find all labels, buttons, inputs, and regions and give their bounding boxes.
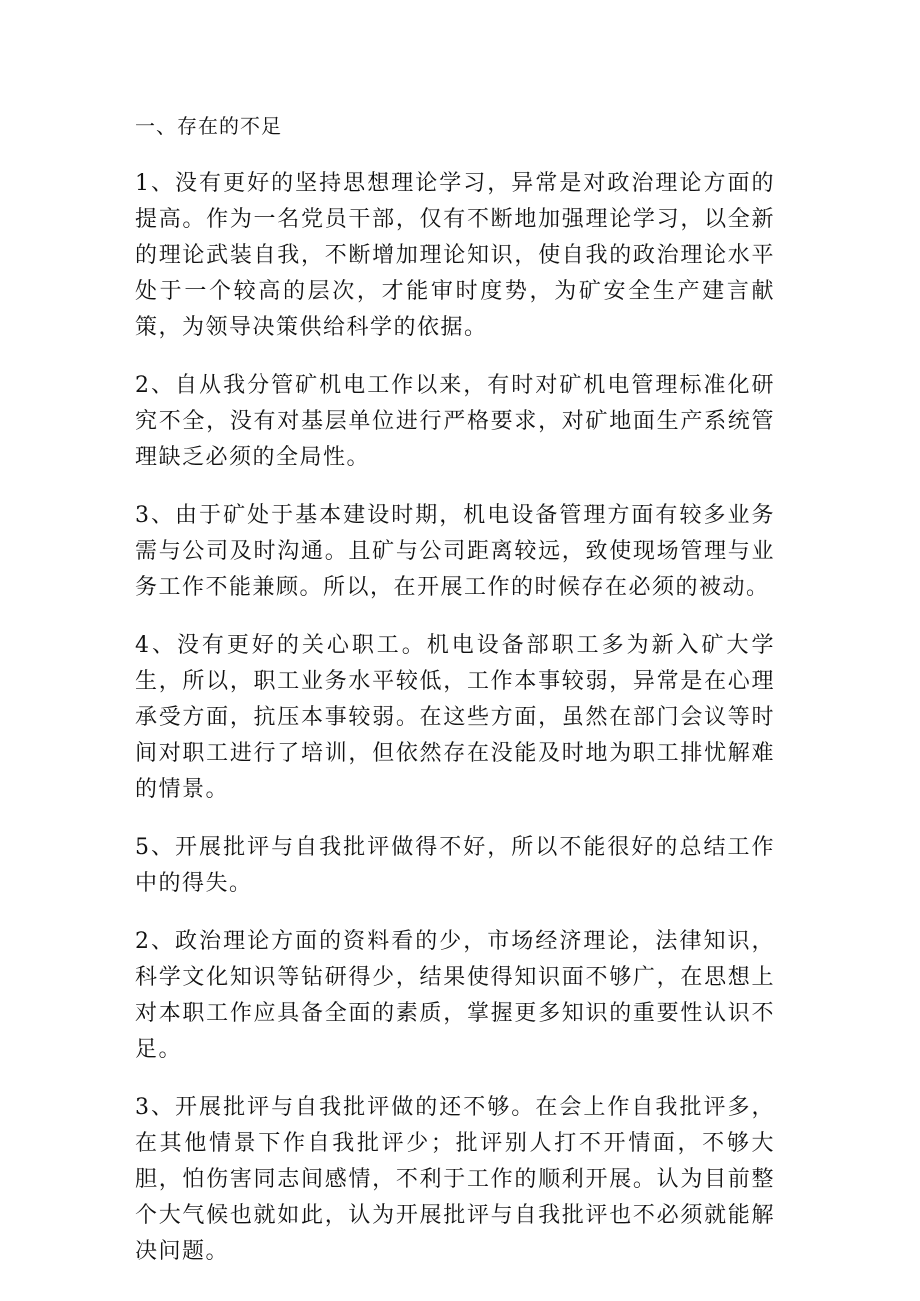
paragraph-6: 2、政治理论方面的资料看的少，市场经济理论，法律知识，科学文化知识等钻研得少，结果使得知识面不够广，在思想上对本职工作应具备全面的素质，掌握更多知识的重要性认识不足。 bbox=[135, 929, 775, 1062]
paragraph-1: 1、没有更好的坚持思想理论学习，异常是对政治理论方面的提高。作为一名党员干部，仅有不断地加强理论学习，以全新的理论武装自我，不断增加理论知识，使自我的政治理论水平处于一个较高的层次，才能审时度势，为矿安全生产建言献策，为领导决策供给科学的依据。 bbox=[135, 171, 775, 340]
paragraph-2: 2、自从我分管矿机电工作以来，有时对矿机电管理标准化研究不全，没有对基层单位进行严格要求，对矿地面生产系统管理缺乏必须的全局性。 bbox=[135, 373, 775, 470]
paragraph-4: 4、没有更好的关心职工。机电设备部职工多为新入矿大学生，所以，职工业务水平较低，工作本事较弱，异常是在心理承受方面，抗压本事较弱。在这些方面，虽然在部门会议等时间对职工进行了培训，但依然存在没能及时地为职工排忧解难的情景。 bbox=[135, 633, 775, 802]
document-body bbox=[135, 108, 775, 1292]
paragraph-5: 5、开展批评与自我批评做得不好，所以不能很好的总结工作中的得失。 bbox=[135, 835, 775, 896]
paragraph-3: 3、由于矿处于基本建设时期，机电设备管理方面有较多业务需与公司及时沟通。且矿与公司距离较远，致使现场管理与业务工作不能兼顾。所以，在开展工作的时候存在必须的被动。 bbox=[135, 503, 775, 600]
paragraph-7: 3、开展批评与自我批评做的还不够。在会上作自我批评多，在其他情景下作自我批评少；批评别人打不开情面，不够大胆，怕伤害同志间感情，不利于工作的顺利开展。认为目前整个大气候也就如此，认为开展批评与自我批评也不必须就能解决问题。 bbox=[135, 1095, 775, 1264]
section-heading: 一、存在的不足 bbox=[135, 114, 282, 138]
